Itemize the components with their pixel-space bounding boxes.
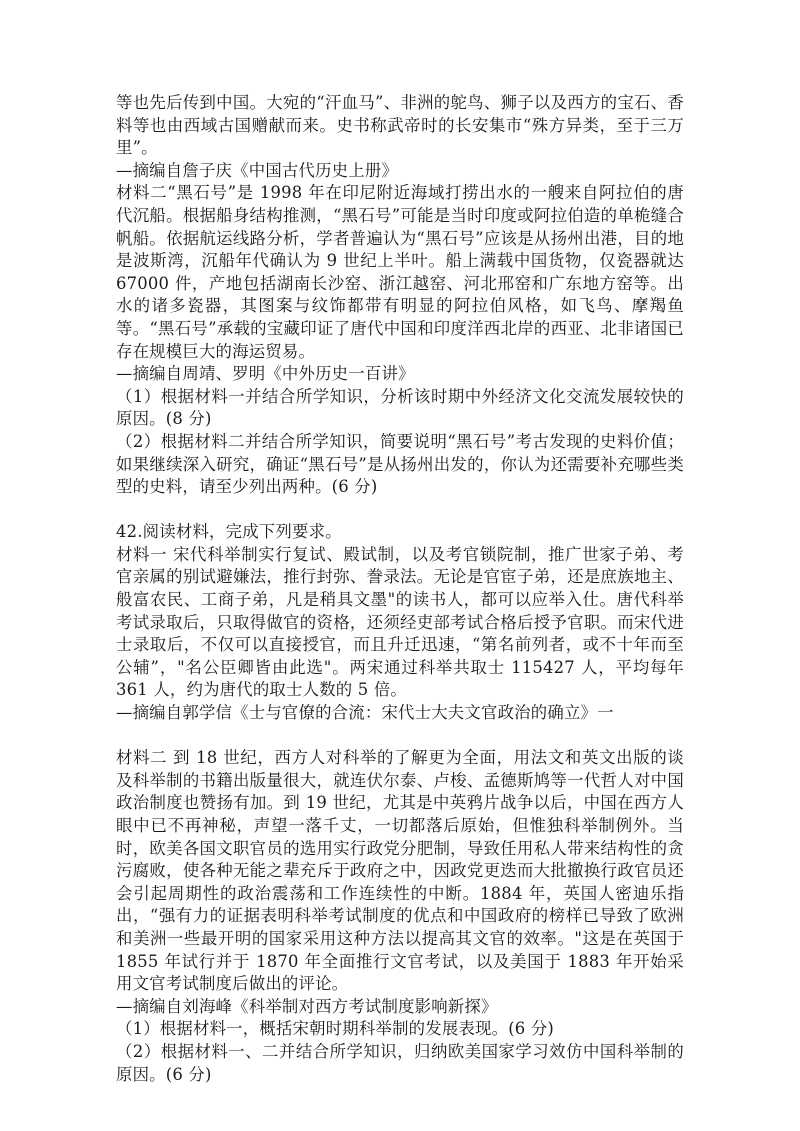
q42-material2-text: 材料二 到 18 世纪，西方人对科举的了解更为全面，用法文和英文出版的谈及科举制的书籍出版量很大，就连伏尔泰、卢梭、孟德斯鸠等一代哲人对中国政治制度也赞扬有加。到 19 世纪，尤其是中英鸦片战争以后，中国在西方人眼中已不再神秘，声望一落千丈，一切都落后原始，但惟独科举制例外。当时，欧美各国文职官员的选用实行政党分肥制，导致任用私人带来结构性的贪污腐败，使各种无能之辈充斥于政府之中，因政党更迭而大批撤换行政官员还会引起周期性的政治震荡和工作连续性的中断。1884 年，英国人密迪乐指出，“强有力的证据表明科举考试制度的优点和中国政府的榜样已导致了欧洲和美洲一些最开明的国家采用这种方法以提高其文官的效率。"这是在英国于 1855 年试行并于 1870 年全面推行文官考试，以及美国于 1883 年开始采用文官考试制度后做出的评论。 <box>116 748 684 994</box>
section-gap <box>116 725 684 748</box>
question-42-2: （2）根据材料一、二并结合所学知识，归纳欧美国家学习效仿中国科举制的原因。(6 分) <box>116 1041 684 1084</box>
question-41-1: （1）根据材料一并结合所学知识，分析该时期中外经济文化交流发展较快的原因。(8 分) <box>116 386 684 429</box>
question-42-heading: 42.阅读材料，完成下列要求。 <box>116 522 342 542</box>
document-page <box>116 92 684 1086</box>
question-41-2: （2）根据材料二并结合所学知识，简要说明“黑石号”考古发现的史料价值；如果继续深入研究，确证“黑石号”是从扬州出发的，你认为还需要补充哪些类型的史料，请至少列出两种。(6 分) <box>116 431 684 497</box>
q42-material2-source: —摘编自刘海峰《科举制对西方考试制度影响新探》 <box>116 996 498 1016</box>
material2-source: —摘编自周靖、罗明《中外历史一百讲》 <box>116 364 415 384</box>
material1-continuation: 等也先后传到中国。大宛的“汗血马”、非洲的鸵鸟、狮子以及西方的宝石、香料等也由西域古国赠献而来。史书称武帝时的长安集市“殊方异类，至于三万里”。 <box>116 93 684 158</box>
question-42-1: （1）根据材料一，概括宋朝时期科举制的发展表现。(6 分) <box>116 1019 555 1039</box>
section-gap <box>116 499 684 522</box>
material2-text: 材料二“黑石号”是 1998 年在印尼附近海域打捞出水的一艘来自阿拉伯的唐代沉船。根据船身结构推测，“黑石号”可能是当时印度或阿拉伯造的单桅缝合帆船。依据航运线路分析，学者普遍认为“黑石号”应该是从扬州出港，目的地是波斯湾，沉船年代确认为 9 世纪上半叶。船上满载中国货物，仅瓷器就达 67000 件，产地包括湖南长沙窑、浙江越窑、河北邢窑和广东地方窑等。出水的诸多瓷器，其图案与纹饰都带有明显的阿拉伯风格，如飞鸟、摩羯鱼等。“黑石号”承载的宝藏印证了唐代中国和印度洋西北岸的西亚、北非诸国已存在规模巨大的海运贸易。 <box>116 183 684 361</box>
q42-material1-source: —摘编自郭学信《士与官僚的合流：宋代士大夫文官政治的确立》一 <box>116 703 614 723</box>
q42-material1-text: 材料一 宋代科举制实行复试、殿试制，以及考官锁院制，推广世家子弟、考官亲属的别试避嫌法，推行封弥、誊录法。无论是官宦子弟，还是庶族地主、般富农民、工商子弟，凡是稍具文墨"的读书人，都可以应举入仕。唐代科举考试录取后，只取得做官的资格，还须经吏部考试合格后授予官职。而宋代进士录取后，不仅可以直接授官，而且升迁迅速，“第名前列者，或不十年而至公辅”，"名公臣卿皆由此选"。两宋通过科举共取士 115427 人，平均每年 361 人，约为唐代的取士人数的 5 倍。 <box>116 544 684 700</box>
material1-source: —摘编自詹子庆《中国古代历史上册》 <box>116 160 399 180</box>
